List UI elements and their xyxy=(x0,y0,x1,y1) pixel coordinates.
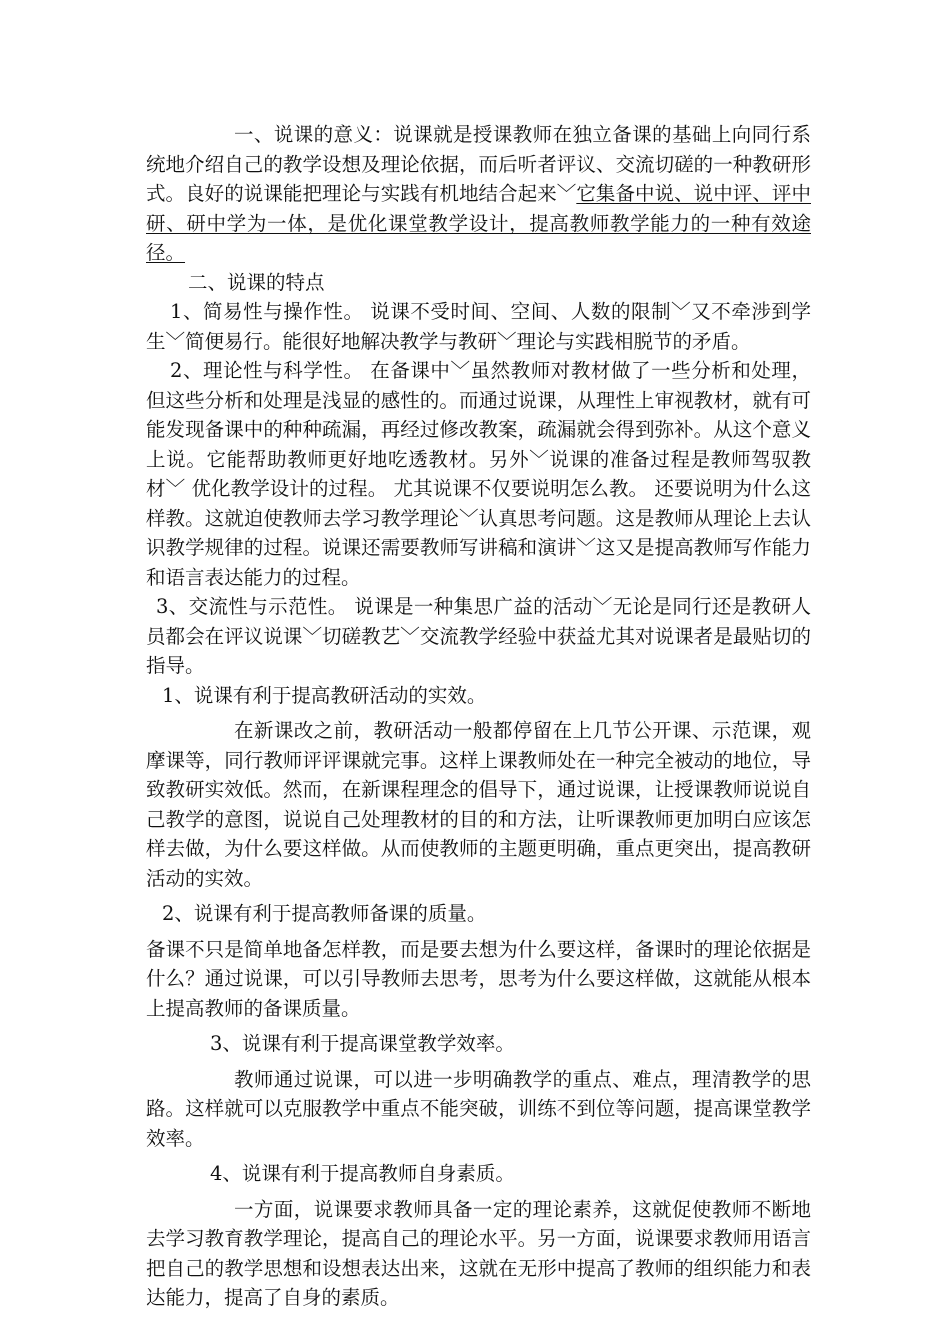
feature-1-paragraph: 1、简易性与操作性。 说课不受时间、空间、人数的限制﹀又不牵涉到学生﹀简便易行。能很好地解决教学与教研﹀理论与实践相脱节的矛盾。 xyxy=(146,300,811,353)
features-heading: 二、说课的特点 xyxy=(188,270,325,294)
meaning-paragraph xyxy=(146,120,811,268)
benefit-3-title: 3、说课有利于提高课堂教学效率。 xyxy=(210,1032,515,1055)
benefit-2-title: 2、说课有利于提高教师备课的质量。 xyxy=(162,902,487,925)
feature-3-paragraph: 3、交流性与示范性。 说课是一种集思广益的活动﹀无论是同行还是教研人员都会在评议说课﹀切磋教艺﹀交流教学经验中获益尤其对说课者是最贴切的指导。 xyxy=(146,595,811,677)
meaning-underlined: 它集备中说、说中评、评中研、研中学为一体，是优化课堂教学设计，提高教师教学能力的一种有效途径。 xyxy=(146,182,811,264)
meaning-lead: 一、说课的意义：说课就是授课教师在独立备课的基础上向同行系统地介绍自己的教学设想及理论依据，而后听者评议、交流切磋的一种教研形式。良好的说课能把理论与实践有机地结合起来﹀ xyxy=(146,123,811,205)
benefit-2-body: 备课不只是简单地备怎样教，而是要去想为什么要这样，备课时的理论依据是什么？通过说课，可以引导教师去思考，思考为什么要这样做，这就能从根本上提高教师的备课质量。 xyxy=(146,937,811,1020)
benefit-3-body: 教师通过说课，可以进一步明确教学的重点、难点，理清教学的思路。这样就可以克服教学中重点不能突破，训练不到位等问题，提高课堂教学效率。 xyxy=(146,1067,811,1150)
feature-2-paragraph: 2、理论性与科学性。 在备课中﹀虽然教师对教材做了一些分析和处理，但这些分析和处理是浅显的感性的。而通过说课，从理性上审视教材，就有可能发现备课中的种种疏漏，再经过修改教案，疏漏就会得到弥补。从这个意义上说。它能帮助教师更好地吃透教材。另外﹀说课的准备过程是教师驾驭教材﹀ 优化教学设计的过程。 尤其说课不仅要说明怎么教。 还要说明为什么这样教。这就迫使教师去学习教学理论﹀认真思考问题。这是教师从理论上去认识教学规律的过程。说课还需要教师写讲稿和演讲﹀这又是提高教师写作能力和语言表达能力的过程。 xyxy=(146,359,811,589)
document-body xyxy=(146,120,811,1313)
benefit-4-body: 一方面，说课要求教师具备一定的理论素养，这就促使教师不断地去学习教育教学理论，提高自己的理论水平。另一方面，说课要求教师用语言把自己的教学思想和设想表达出来，这就在无形中提高了教师的组织能力和表达能力，提高了自身的素质。 xyxy=(146,1197,811,1309)
benefit-1-title: 1、说课有利于提高教研活动的实效。 xyxy=(162,683,487,707)
benefit-4-title: 4、说课有利于提高教师自身素质。 xyxy=(210,1162,515,1185)
benefit-1-body: 在新课改之前，教研活动一般都停留在上几节公开课、示范课，观摩课等，同行教师评评课就完事。这样上课教师处在一种完全被动的地位，导致教研实效低。然而，在新课程理念的倡导下，通过说课，让授课教师说说自己教学的意图，说说自己处理教材的目的和方法，让听课教师更加明白应该怎样去做，为什么要这样做。从而使教师的主题更明确，重点更突出，提高教研活动的实效。 xyxy=(146,719,811,890)
